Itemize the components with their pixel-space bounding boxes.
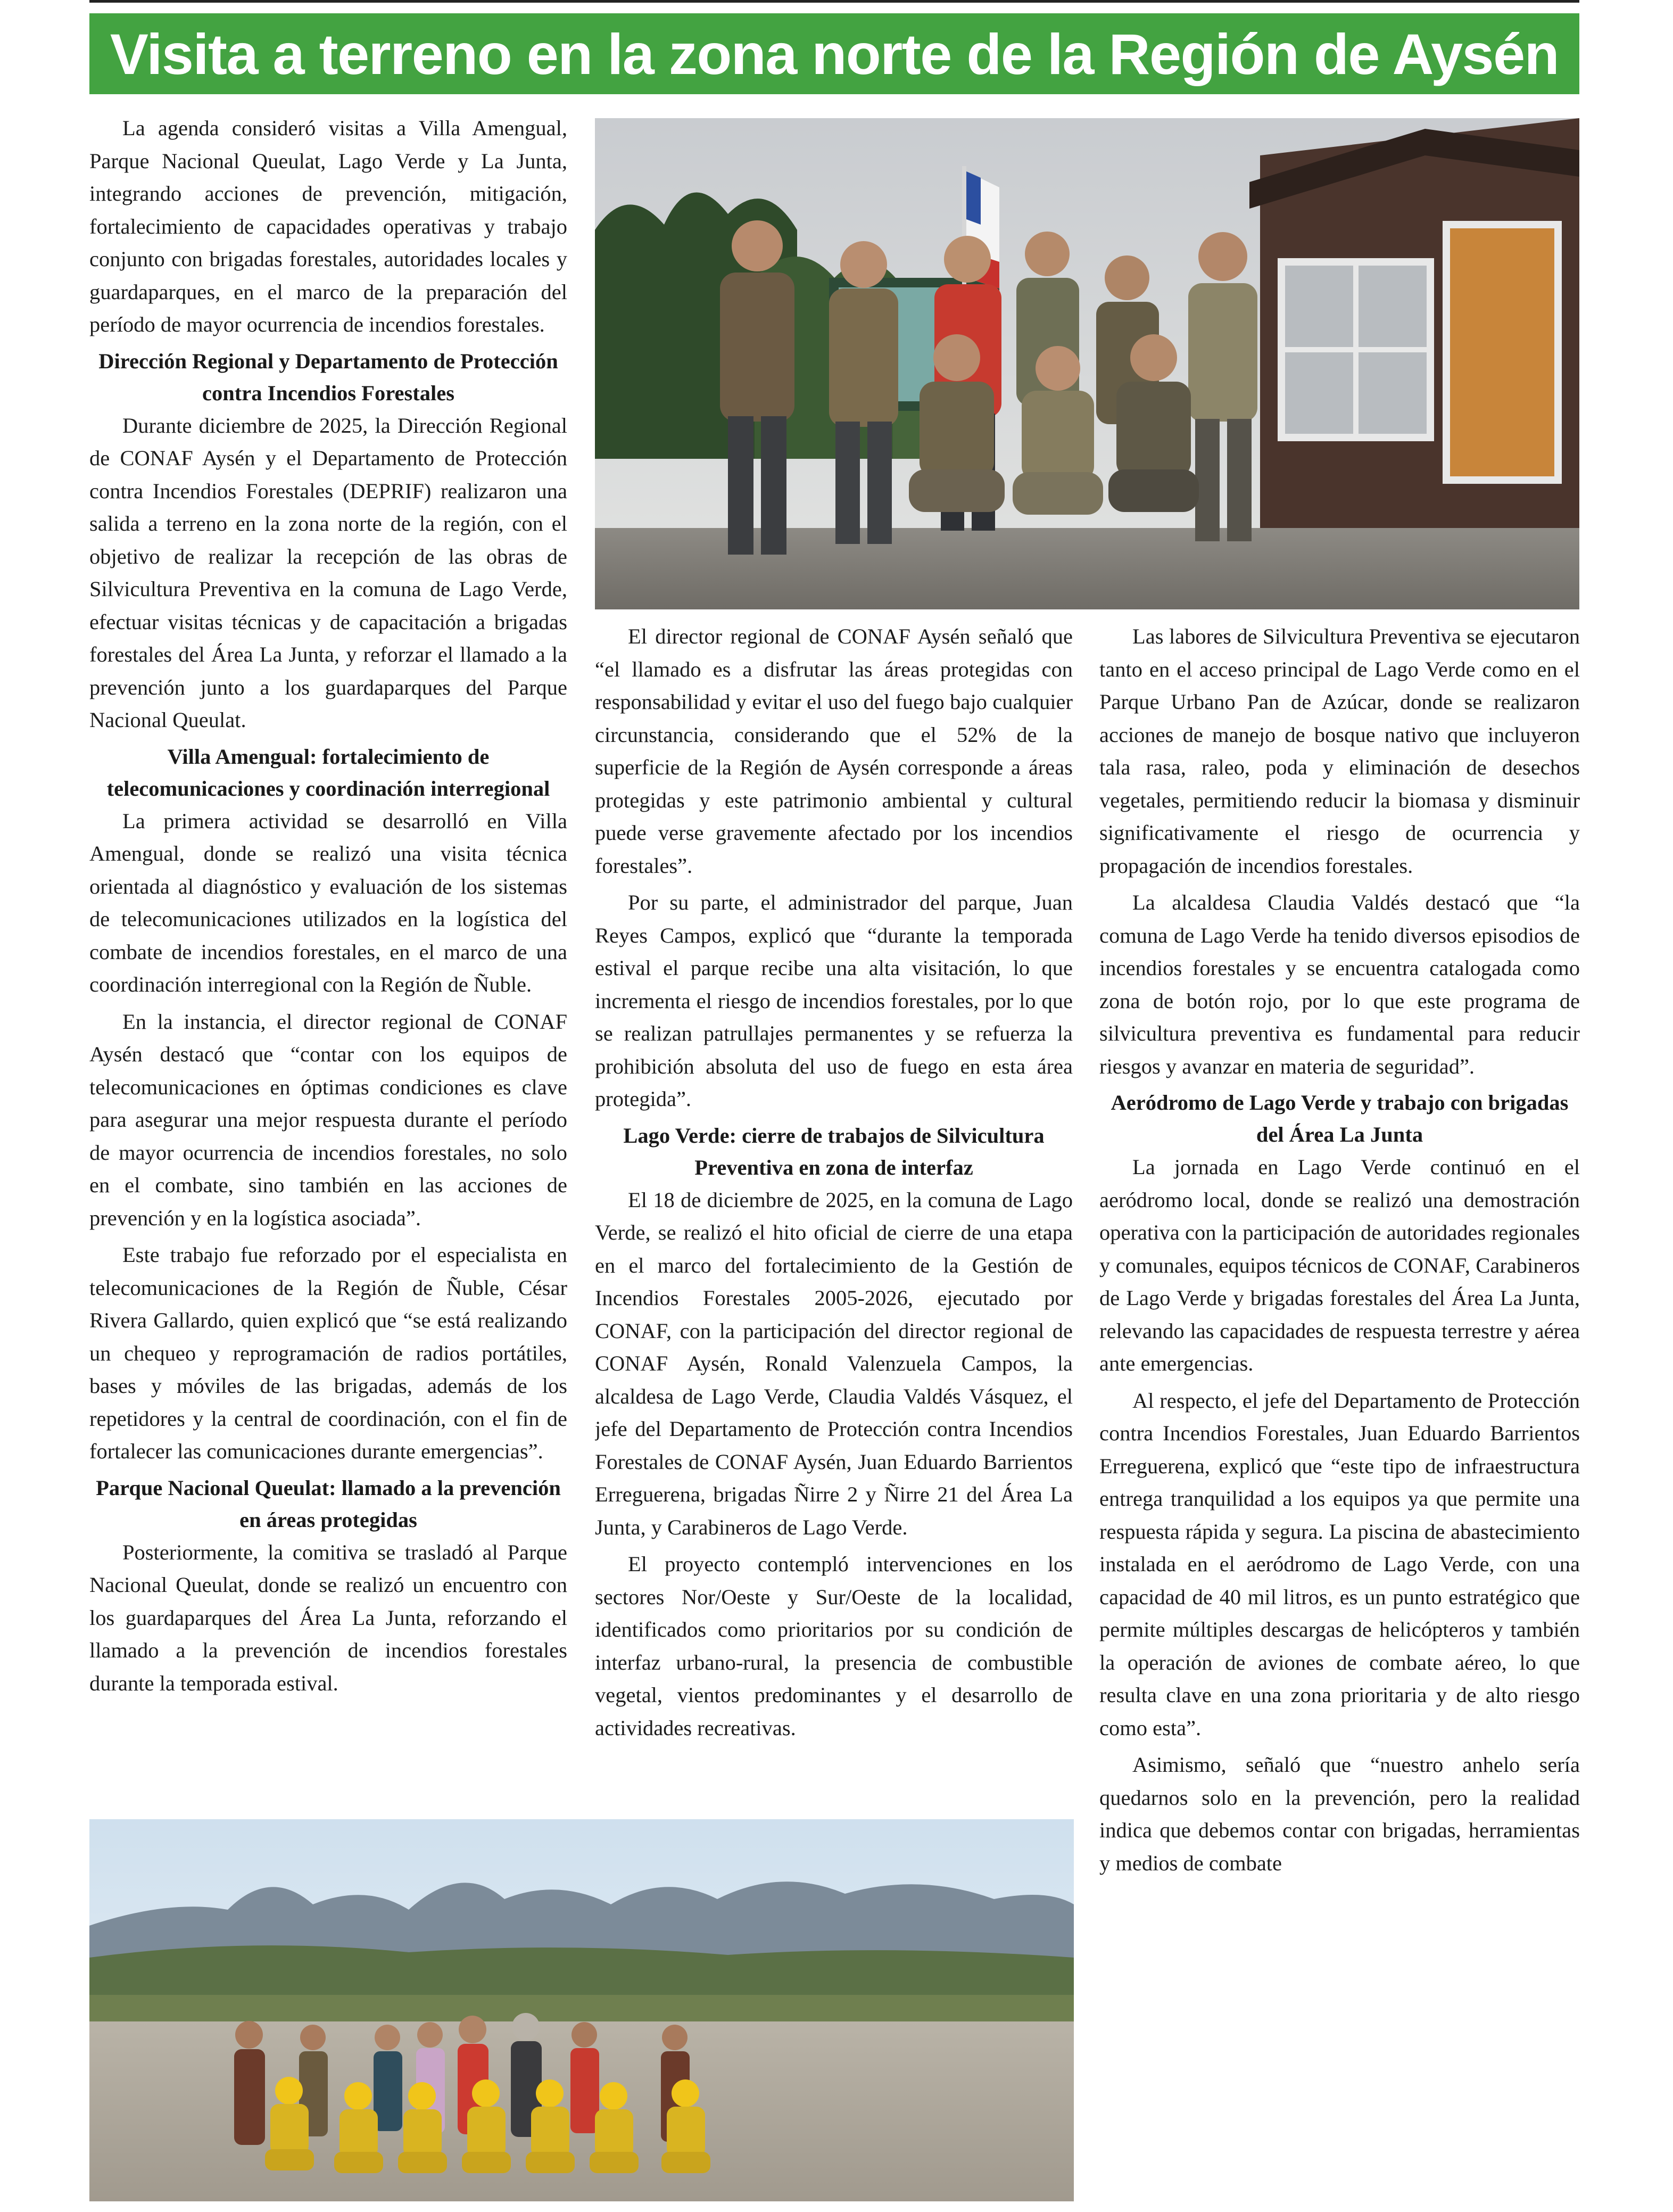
- photo-brigades-mountains: [89, 1819, 1074, 2201]
- headline-banner: [89, 13, 1579, 94]
- section-heading-direccion-regional: Dirección Regional y Departamento de Protección contra Incendios Forestales: [98, 349, 558, 405]
- paragraph: Este trabajo fue reforzado por el especialista en telecomunicaciones de la Región de Ñuble, César Rivera Gallardo, quien explicó que “se está realizando un chequeo y reprogramación de radios portátiles, bases y móviles de las brigadas, además de los repetidores y la central de coordinación, con el fin de fortalecer las comunicaciones durante emergencias”.: [89, 1243, 567, 1463]
- paragraph: En la instancia, el director regional de CONAF Aysén destacó que “contar con los equipos de telecomunicaciones en óptimas condiciones es clave para asegurar una mejor respuesta durante el período de mayor ocurrencia de incendios forestales, no solo en el combate, sino también en las acciones de prevención y en la logística asociada”.: [89, 1009, 567, 1230]
- top-rule: [89, 0, 1579, 3]
- photo-rangers-illustration: [595, 118, 1579, 609]
- paragraph: El director regional de CONAF Aysén señaló que “el llamado es a disfrutar las áreas protegidas con responsabilidad y evitar el uso del fuego bajo cualquier circunstancia, considerando que el 52% de la superficie de la Región de Aysén corresponde a áreas protegidas y este patrimonio ambiental y cultural puede verse gravemente afectado por los incendios forestales”.: [595, 624, 1073, 878]
- section-heading-villa-amengual: Villa Amengual: fortalecimiento de telecomunicaciones y coordinación interregional: [106, 744, 550, 800]
- paragraph: La primera actividad se desarrolló en Villa Amengual, donde se realizó una visita técnica orientada al diagnóstico y evaluación de los sistemas de telecomunicaciones utilizados en la logística del combate de incendios forestales, en el marco de una coordinación interregional con la Región de Ñuble.: [89, 808, 567, 996]
- photo-brigades-illustration: [89, 1819, 1074, 2201]
- photo-rangers-at-cabin: [595, 118, 1579, 609]
- paragraph: La jornada en Lago Verde continuó en el aeródromo local, donde se realizó una demostración operativa con la participación de autoridades regionales y comunales, equipos técnicos de CONAF, Carabineros de Lago Verde y brigadas forestales del Área La Junta, relevando las capacidades de respuesta terrestre y aérea ante emergencias.: [1099, 1155, 1580, 1375]
- paragraph: Durante diciembre de 2025, la Dirección Regional de CONAF Aysén y el Departamento de Protección contra Incendios Forestales (DEPRIF) realizaron una salida a terreno en la zona norte de la región, con el objetivo de realizar la recepción de las obras de Silvicultura Preventiva en la comuna de Lago Verde, efectuar visitas técnicas y de capacitación a brigadas forestales del Área La Junta, y reforzar el llamado a la prevención junto a los guardaparques del Parque Nacional Queulat.: [89, 413, 567, 732]
- section-heading-lago-verde: Lago Verde: cierre de trabajos de Silvicultura Preventiva en zona de interfaz: [623, 1123, 1045, 1179]
- paragraph: El proyecto contempló intervenciones en los sectores Nor/Oeste y Sur/Oeste de la localidad, identificados como prioritarios por su condición de interfaz urbano-rural, la presencia de combustible vegetal, vientos predominantes y el desarrollo de actividades recreativas.: [595, 1552, 1073, 1740]
- section-heading-aerodromo: Aeródromo de Lago Verde y trabajo con brigadas del Área La Junta: [1111, 1091, 1569, 1146]
- paragraph: El 18 de diciembre de 2025, en la comuna de Lago Verde, se realizó el hito oficial de cierre de una etapa en el marco del fortalecimiento de la Gestión de Incendios Forestales 2005-2026, ejecutado por CONAF, con la participación del director regional de CONAF Aysén, Ronald Valenzuela Campos, la alcaldesa de Lago Verde, Claudia Valdés Vásquez, el jefe del Departamento de Protección contra Incendios Forestales de CONAF Aysén, Juan Eduardo Barrientos Erreguerena, brigadas Ñirre 2 y Ñirre 21 del Área La Junta, y Carabineros de Lago Verde.: [595, 1187, 1073, 1539]
- paragraph: Posteriormente, la comitiva se trasladó al Parque Nacional Queulat, donde se realizó un encuentro con los guardaparques del Área La Junta, reforzando el llamado a la prevención de incendios forestales durante la temporada estival.: [89, 1540, 567, 1695]
- paragraph: Al respecto, el jefe del Departamento de Protección contra Incendios Forestales, Juan Eduardo Barrientos Erreguerena, explicó que “este tipo de infraestructura entrega tranquilidad a los equipos ya que permite una respuesta rápida y segura. La piscina de abastecimiento instalada en el aeródromo de Lago Verde, con una capacidad de 40 mil litros, es un punto estratégico que permite múltiples descargas de helicópteros y también la operación de aviones de combate aéreo, lo que resulta clave en una zona prioritaria y de alto riesgo como esta”.: [1099, 1388, 1580, 1740]
- article-column-3: [1099, 620, 1580, 2201]
- paragraph: Por su parte, el administrador del parque, Juan Reyes Campos, explicó que “durante la temporada estival el parque recibe una alta visitación, lo que incrementa el riesgo de incendios forestales, por lo que se realizan patrullajes permanentes y se refuerza la prohibición absoluta del uso de fuego en esta área protegida”.: [595, 890, 1073, 1111]
- paragraph: Asimismo, señaló que “nuestro anhelo sería quedarnos solo en la prevención, pero la realidad indica que debemos contar con brigadas, herramientas y medios de combate: [1099, 1753, 1580, 1875]
- article-column-1: [89, 112, 567, 1802]
- headline: Visita a terreno en la zona norte de la Región de Aysén: [110, 21, 1559, 86]
- section-heading-queulat: Parque Nacional Queulat: llamado a la prevención en áreas protegidas: [96, 1475, 561, 1532]
- paragraph: Las labores de Silvicultura Preventiva se ejecutaron tanto en el acceso principal de Lago Verde como en el Parque Urbano Pan de Azúcar, donde se realizaron acciones de manejo de bosque nativo que incluyeron tala rasa, raleo, poda y eliminación de desechos vegetales, permitiendo reducir la biomasa y disminuir significativamente el riesgo de ocurrencia y propagación de incendios forestales.: [1099, 624, 1580, 878]
- article-column-2: [595, 620, 1073, 1804]
- intro-paragraph: La agenda consideró visitas a Villa Amengual, Parque Nacional Queulat, Lago Verde y La Junta, integrando acciones de prevención, mitigación, fortalecimiento de capacidades operativas y trabajo conjunto con brigadas forestales, autoridades locales y guardaparques, en el marco de la preparación del período de mayor ocurrencia de incendios forestales.: [89, 116, 567, 336]
- paragraph: La alcaldesa Claudia Valdés destacó que “la comuna de Lago Verde ha tenido diversos episodios de incendios forestales y se encuentra catalogada como zona de botón rojo, por lo que este programa de silvicultura preventiva es fundamental para reducir riesgos y avanzar en materia de seguridad”.: [1099, 890, 1580, 1078]
